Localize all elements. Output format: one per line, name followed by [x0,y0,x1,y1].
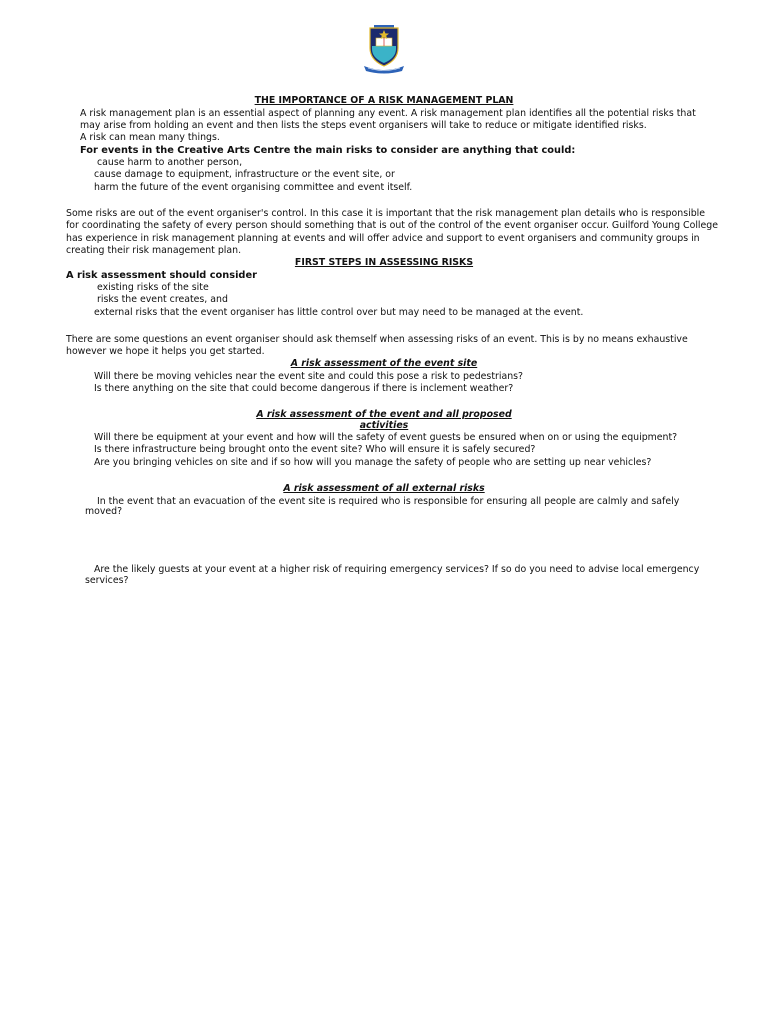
list-item: Will there be equipment at your event and how will the safety of event guests be ensured when on or using the equipment? [94,432,678,443]
control-paragraph-line-1: Some risks are out of the event organiser's control. In this case it is important that the risk management plan details who is responsible [66,208,706,219]
crest-ribbon [364,66,404,74]
intro-paragraph-line-2: may arise from holding an event and then lists the steps event organisers will take to reduce or mitigate identified risks. [80,120,647,131]
event-site-list [85,371,523,396]
questions-paragraph-line-2: however we hope it helps you get started. [66,346,265,357]
section-title-event-activities: A risk assessment of the event and all proposed [256,409,512,420]
control-paragraph-line-3: has experience in risk management planning at events and will offer advice and support to event organisers and community groups in [66,233,700,244]
control-paragraph-line-2: for coordinating the safety of every person should something that is out of the control of the event organiser occur. Guilford Young College [66,220,719,231]
questions-paragraph-line-1: There are some questions an event organiser should ask themself when assessing risks of an event. This is by no means exhaustive [66,334,688,345]
list-item: Will there be moving vehicles near the event site and could this pose a risk to pedestrians? [94,371,523,382]
list-item: cause harm to another person, [94,157,243,168]
external-risks-item-1-line-2: moved? [85,506,123,517]
list-item: external risks that the event organiser has little control over but may need to be managed at the event. [94,306,584,318]
list-item: cause damage to equipment, infrastructure or the event site, or [94,169,395,181]
list-item: Is there infrastructure being brought onto the event site? Who will ensure it is safely secured? [94,444,536,456]
external-risks-item-2-line-2: services? [85,575,129,586]
section-title-first-steps: FIRST STEPS IN ASSESSING RISKS [294,257,474,268]
main-risks-list [85,157,412,194]
list-item: existing risks of the site [94,282,209,293]
external-risks-item-1-line-1: In the event that an evacuation of the event site is required who is responsible for ensuring all people are calmly and safely [94,496,680,507]
intro-paragraph-line-1: A risk management plan is an essential aspect of planning any event. A risk management plan identifies all the potential risks that [80,108,696,119]
control-paragraph-line-4: creating their risk management plan. [66,245,242,256]
main-risks-lead: For events in the Creative Arts Centre the main risks to consider are anything that could: [80,145,576,156]
event-activities-list [85,432,677,469]
section-title-external-risks: A risk assessment of all external risks [283,483,485,494]
list-item: Is there anything on the site that could become dangerous if there is inclement weather? [94,383,514,395]
list-item: Are you bringing vehicles on site and if so how will you manage the safety of people who are setting up near vehicles? [94,456,652,468]
risk-assessment-lead: A risk assessment should consider [66,270,257,281]
college-crest-logo [362,24,406,74]
intro-paragraph-line-3: A risk can mean many things. [80,132,220,143]
section-title-event-site: A risk assessment of the event site [290,358,478,369]
list-item: harm the future of the event organising committee and event itself. [94,181,413,193]
list-item: risks the event creates, and [94,294,228,306]
external-risks-item-2-line-1: Are the likely guests at your event at a higher risk of requiring emergency services? If so do you need to advise local emergency [94,564,700,575]
section-title-event-activities-line-2: activities [359,420,409,431]
section-title-importance: THE IMPORTANCE OF A RISK MANAGEMENT PLAN [254,95,514,106]
risk-assessment-list [85,282,583,319]
